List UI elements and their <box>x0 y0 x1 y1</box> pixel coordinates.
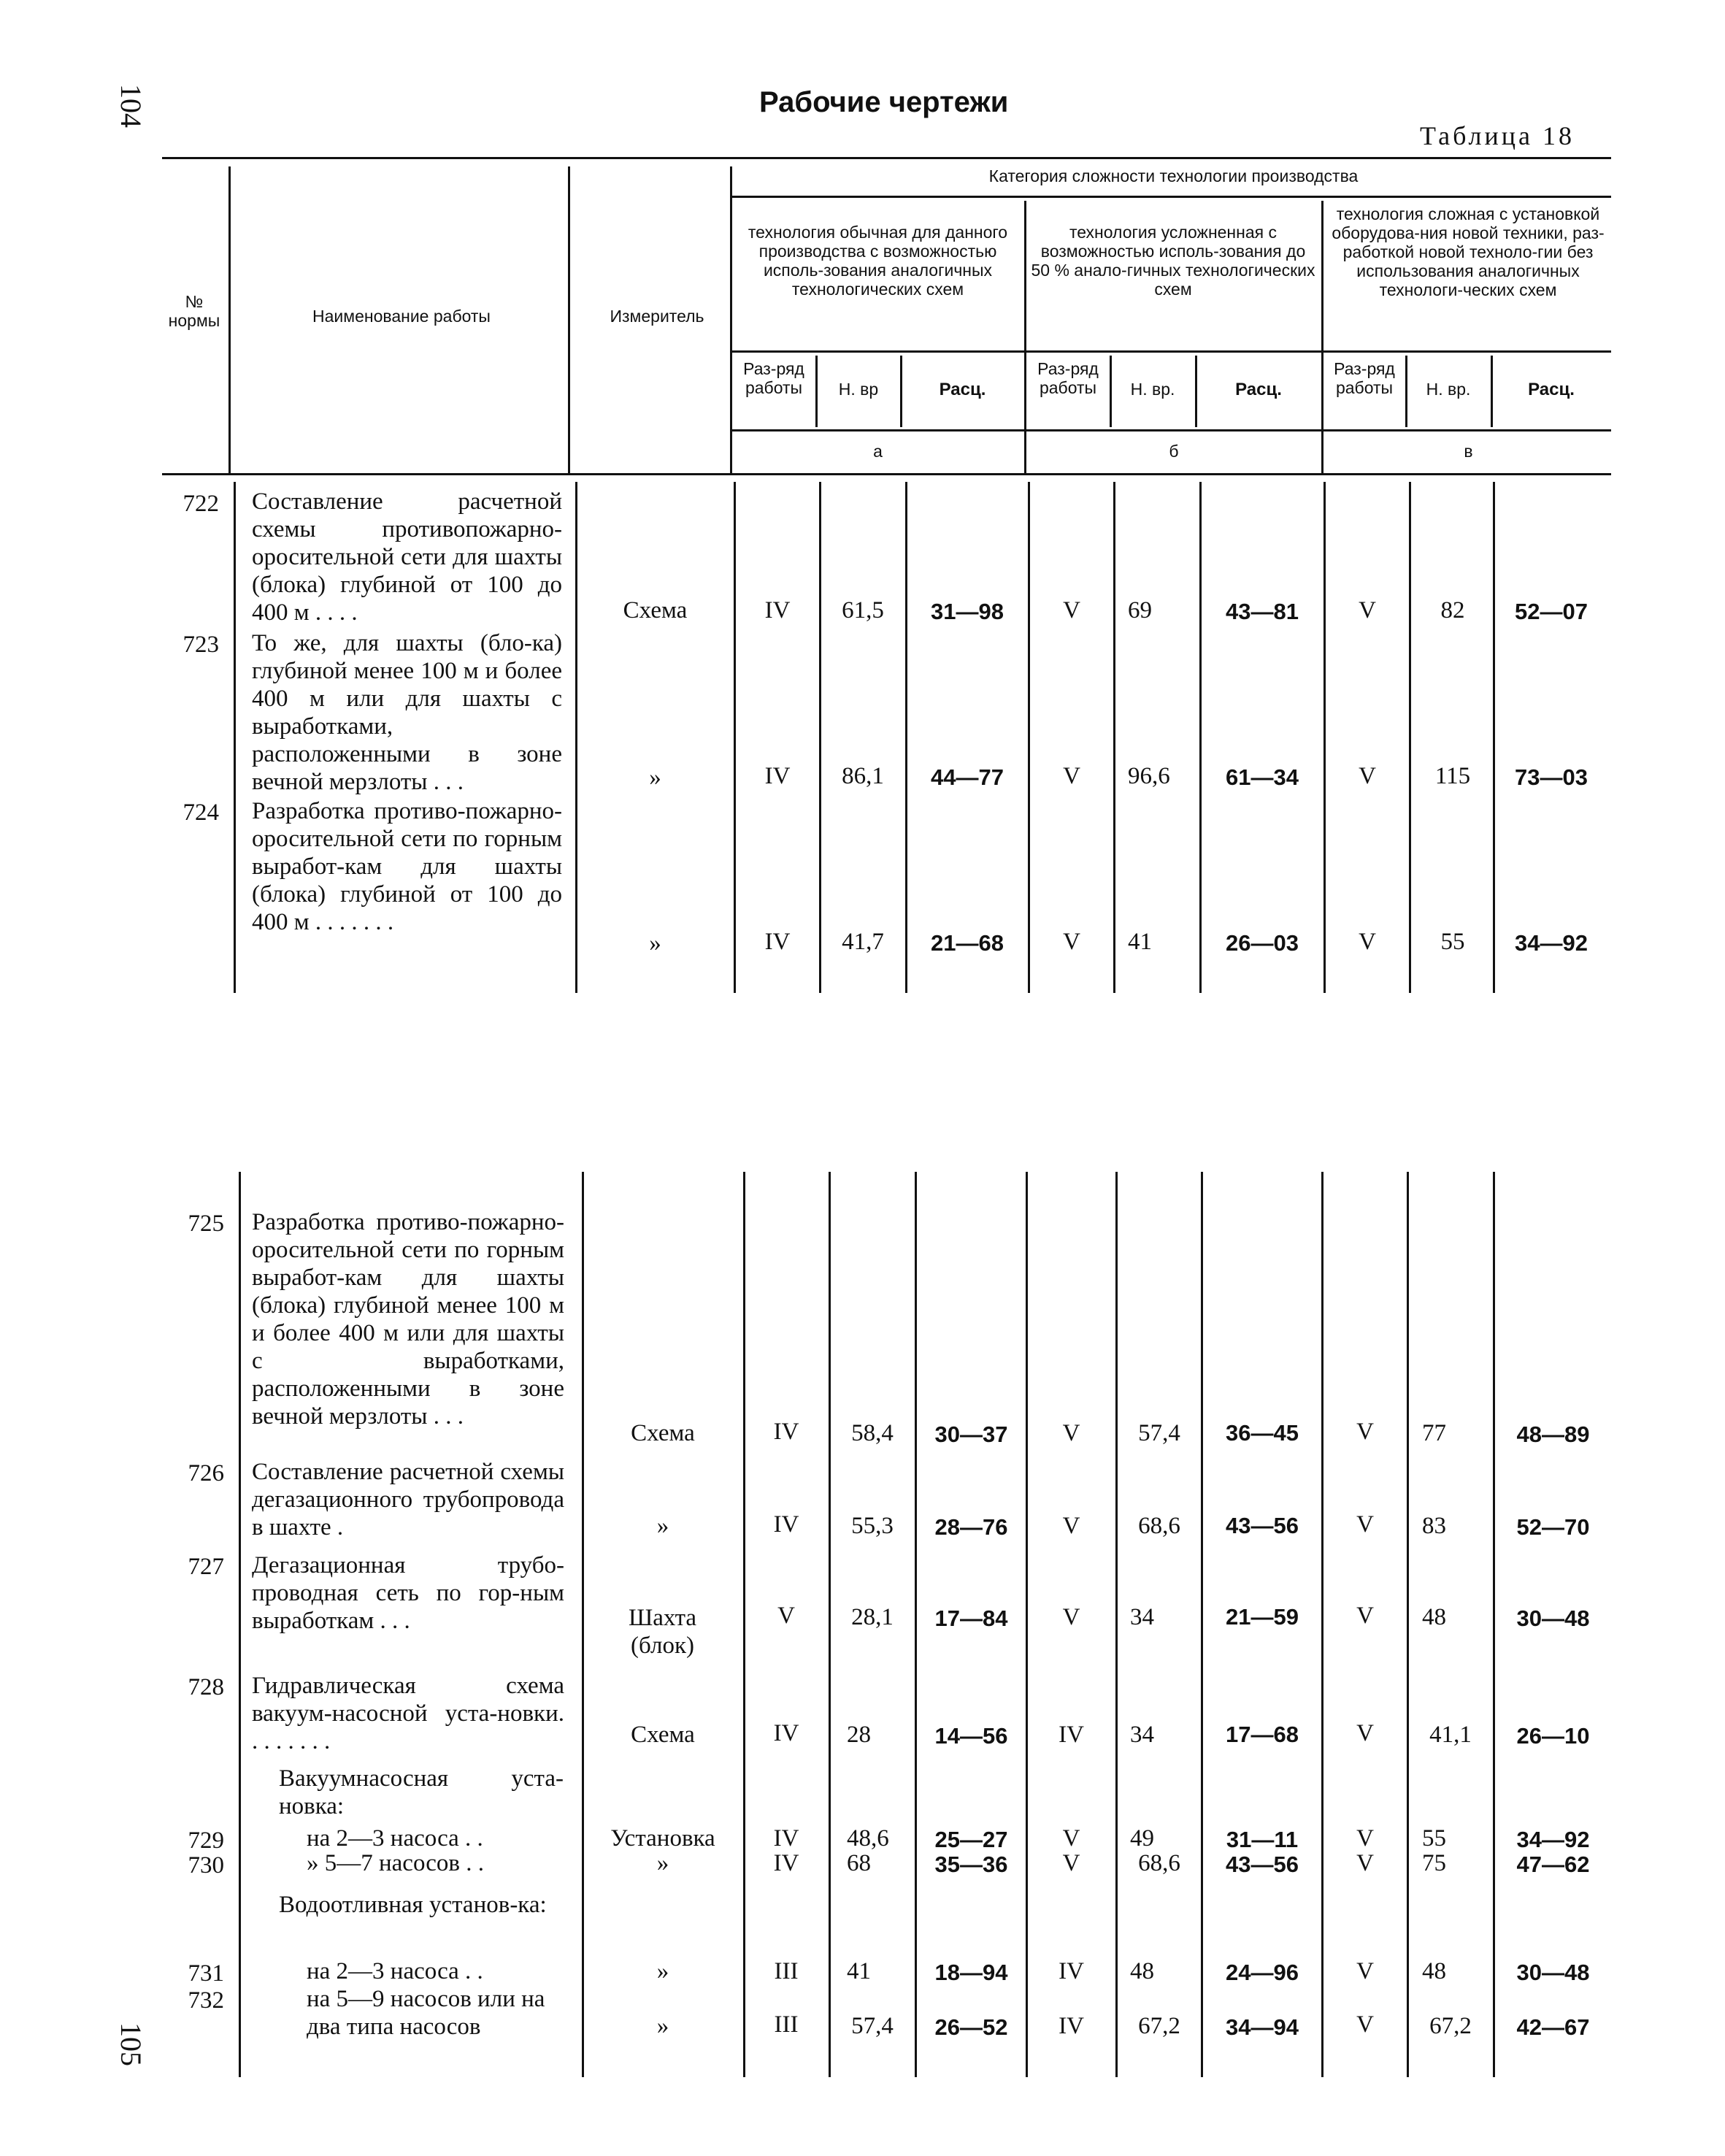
header-letter-b: б <box>1169 442 1179 461</box>
price-b: 61—34 <box>1226 764 1299 790</box>
norm-a: 58,4 <box>851 1420 894 1446</box>
price-c: 30—48 <box>1516 1606 1590 1631</box>
norm-c: 82 <box>1440 597 1465 624</box>
price-a: 28—76 <box>934 1514 1008 1540</box>
row-description: » 5—7 насосов . . <box>307 1850 485 1876</box>
row-description: на 2—3 насоса . . <box>307 1958 483 1984</box>
norm-c: 55 <box>1440 929 1465 955</box>
price-c: 34—92 <box>1516 1827 1590 1852</box>
row-number: 732 <box>188 1987 224 2014</box>
price-a: 17—84 <box>934 1606 1008 1631</box>
norm-a: 57,4 <box>851 2013 894 2039</box>
norm-a: 28 <box>847 1722 871 1748</box>
row-description: Составление расчетной схемы противопожарно-оросительной сети для шахты (блока) глубиной от 100 до 400 м . . . . <box>252 488 562 626</box>
row-description: Дегазационная трубо-проводная сеть по гор-ным выработкам . . . <box>252 1552 564 1634</box>
grade-b: V <box>1062 1420 1080 1446</box>
norm-b: 48 <box>1130 1958 1154 1984</box>
norm-b: 96,6 <box>1128 763 1170 789</box>
norm-a: 41,7 <box>842 929 884 955</box>
header-group-c: технология сложная с установкой оборудова-ния новой техники, раз-работкой новой техноло-гии без использования аналогичных технологи-ческих схем <box>1332 204 1605 299</box>
grade-a: IV <box>773 1419 799 1445</box>
norm-c: 41,1 <box>1429 1722 1472 1748</box>
row-unit: Схема <box>631 1420 695 1446</box>
row-unit: » <box>656 1513 669 1539</box>
grade-b: V <box>1062 1604 1080 1630</box>
row-number: 731 <box>188 1960 224 1987</box>
row-unit: Схема <box>631 1722 695 1748</box>
grade-a: IV <box>764 929 791 955</box>
norm-a: 55,3 <box>851 1513 894 1539</box>
row-number: 723 <box>183 632 219 658</box>
row-number: 729 <box>188 1827 224 1854</box>
grade-a: III <box>774 2011 799 2038</box>
norm-a: 28,1 <box>851 1604 894 1630</box>
price-b: 21—59 <box>1226 1604 1299 1630</box>
header-name-col: Наименование работы <box>312 307 491 326</box>
grade-b: V <box>1063 929 1080 955</box>
row-description: на 5—9 насосов или на два типа насосов <box>307 1986 545 2040</box>
header-grade-a: Раз-ряд работы <box>743 359 804 397</box>
norm-b: 68,6 <box>1138 1513 1180 1539</box>
row-description: Гидравлическая схема вакуум-насосной уста-новки. . . . . . . . <box>252 1673 564 1754</box>
norm-c: 75 <box>1422 1850 1446 1876</box>
grade-c: V <box>1356 1511 1374 1538</box>
grade-b: V <box>1062 1825 1080 1852</box>
norm-b: 57,4 <box>1138 1420 1180 1446</box>
grade-c: V <box>1356 1603 1374 1629</box>
grade-c: V <box>1356 1720 1374 1746</box>
header-group-b: технология усложненная с возможностью исполь-зования до 50 % анало-гичных технологических схем <box>1031 223 1315 299</box>
row-unit: » <box>656 1850 669 1876</box>
price-a: 30—37 <box>934 1422 1008 1447</box>
grade-b: IV <box>1059 1958 1084 1984</box>
grade-a: IV <box>773 1511 799 1538</box>
row-number: 725 <box>188 1211 224 1237</box>
price-c: 47—62 <box>1516 1852 1590 1877</box>
price-c: 42—67 <box>1516 2014 1590 2040</box>
row-unit: » <box>656 1958 669 1984</box>
row-number: 728 <box>188 1674 224 1700</box>
row-unit: » <box>656 2013 669 2039</box>
row-unit: » <box>649 764 661 791</box>
grade-b: V <box>1063 597 1080 624</box>
price-b: 36—45 <box>1226 1420 1299 1446</box>
price-a: 25—27 <box>934 1827 1008 1852</box>
grade-c: V <box>1356 2011 1374 2038</box>
header-grade-b: Раз-ряд работы <box>1037 359 1099 397</box>
header-category: Категория сложности технологии производства <box>988 166 1359 185</box>
norm-a: 68 <box>847 1850 871 1876</box>
norm-c: 67,2 <box>1429 2013 1472 2039</box>
grade-b: IV <box>1059 1722 1084 1748</box>
norm-b: 41 <box>1128 929 1152 955</box>
grade-b: IV <box>1059 2013 1084 2039</box>
price-a: 21—68 <box>931 930 1004 956</box>
header-group-a: технология обычная для данного производства с возможностью исполь-зования аналогичных технологических схем <box>748 223 1008 299</box>
price-c: 34—92 <box>1515 930 1588 956</box>
grade-b: V <box>1063 763 1080 789</box>
price-b: 24—96 <box>1226 1960 1299 1985</box>
norm-c: 77 <box>1422 1420 1446 1446</box>
price-a: 44—77 <box>931 764 1004 790</box>
norm-c: 48 <box>1422 1958 1446 1984</box>
header-price-c: Расц. <box>1528 380 1575 399</box>
grade-c: V <box>1356 1419 1374 1445</box>
header-letter-a: а <box>873 442 883 461</box>
row-description: на 2—3 насоса . . <box>307 1825 483 1852</box>
price-b: 31—11 <box>1226 1827 1299 1852</box>
row-description: То же, для шахты (бло-ка) глубиной менее 100 м и более 400 м или для шахты с выработками, расположенными в зоне вечной мерзлоты . . . <box>252 630 562 795</box>
header-num-col: № нормы <box>168 292 220 330</box>
row-unit: » <box>649 930 661 956</box>
norm-a: 61,5 <box>842 597 884 624</box>
grade-c: V <box>1356 1850 1374 1876</box>
norm-c: 48 <box>1422 1604 1446 1630</box>
grade-a: V <box>777 1603 795 1629</box>
norm-a: 48,6 <box>847 1825 889 1852</box>
row-unit: Шахта (блок) <box>628 1605 697 1659</box>
row-number: 727 <box>188 1554 224 1580</box>
price-b: 34—94 <box>1226 2014 1299 2040</box>
grade-c: V <box>1356 1825 1374 1852</box>
row-number: 724 <box>183 799 219 826</box>
price-a: 31—98 <box>931 599 1004 624</box>
norm-c: 115 <box>1434 763 1471 789</box>
header-price-b: Расц. <box>1235 380 1282 399</box>
price-c: 52—07 <box>1515 599 1588 624</box>
section-heading: Водоотливная установ-ка: <box>279 1892 547 1918</box>
grade-a: IV <box>773 1850 799 1876</box>
price-a: 26—52 <box>934 2014 1008 2040</box>
grade-c: V <box>1356 1958 1374 1984</box>
header-norm-b: Н. вр. <box>1130 380 1175 399</box>
norm-c: 83 <box>1422 1513 1446 1539</box>
norm-b: 67,2 <box>1138 2013 1180 2039</box>
row-description: Составление расчетной схемы дегазационного трубопровода в шахте . <box>252 1459 564 1541</box>
header-grade-c: Раз-ряд работы <box>1334 359 1395 397</box>
norm-b: 34 <box>1130 1604 1154 1630</box>
row-number: 722 <box>183 491 219 517</box>
price-b: 26—03 <box>1226 930 1299 956</box>
section-heading: Вакуумнасосная уста-новка: <box>279 1765 564 1819</box>
price-b: 43—81 <box>1226 599 1299 624</box>
row-number: 726 <box>188 1460 224 1486</box>
grade-a: IV <box>773 1825 799 1852</box>
norm-b: 69 <box>1128 597 1152 624</box>
norm-b: 34 <box>1130 1722 1154 1748</box>
grade-b: V <box>1062 1513 1080 1539</box>
grade-c: V <box>1359 929 1376 955</box>
price-a: 35—36 <box>934 1852 1008 1877</box>
row-unit: Установка <box>610 1825 715 1852</box>
price-b: 43—56 <box>1226 1852 1299 1877</box>
row-description: Разработка противо-пожарно-оросительной сети по горным выработ-кам для шахты (блока) глубиной от 100 до 400 м . . . . . . . <box>252 798 562 935</box>
grade-a: IV <box>764 763 791 789</box>
page-title: Рабочие чертежи <box>759 86 1009 118</box>
price-c: 52—70 <box>1516 1514 1590 1540</box>
header-norm-a: Н. вр <box>838 380 879 399</box>
header-norm-c: Н. вр. <box>1426 380 1471 399</box>
price-c: 30—48 <box>1516 1960 1590 1985</box>
price-c: 48—89 <box>1516 1422 1590 1447</box>
grade-a: IV <box>773 1720 799 1746</box>
norm-a: 41 <box>847 1958 871 1984</box>
page-number-bottom: 105 <box>115 2022 147 2066</box>
price-a: 18—94 <box>934 1960 1008 1985</box>
page-number-top: 104 <box>115 84 147 128</box>
grade-c: V <box>1359 597 1376 624</box>
norm-c: 55 <box>1422 1825 1446 1852</box>
grade-a: III <box>774 1958 799 1984</box>
price-c: 26—10 <box>1516 1723 1590 1749</box>
price-b: 43—56 <box>1226 1513 1299 1538</box>
table-label: Таблица 18 <box>1420 121 1575 150</box>
norm-b: 49 <box>1130 1825 1154 1852</box>
header-letter-c: в <box>1464 442 1473 461</box>
price-c: 73—03 <box>1515 764 1588 790</box>
norm-a: 86,1 <box>842 763 884 789</box>
price-b: 17—68 <box>1226 1722 1299 1747</box>
norm-b: 68,6 <box>1138 1850 1180 1876</box>
grade-a: IV <box>764 597 791 624</box>
grade-b: V <box>1062 1850 1080 1876</box>
header-unit-col: Измеритель <box>610 307 704 326</box>
price-a: 14—56 <box>934 1723 1008 1749</box>
header-price-a: Расц. <box>939 380 986 399</box>
row-number: 730 <box>188 1852 224 1879</box>
grade-c: V <box>1359 763 1376 789</box>
row-unit: Схема <box>623 597 688 624</box>
row-description: Разработка противо-пожарно-оросительной сети по горным выработ-кам для шахты (блока) глубиной менее 100 м и более 400 м или для шахты с выработками, расположенными в зоне вечной мерзлоты . . . <box>252 1209 564 1430</box>
